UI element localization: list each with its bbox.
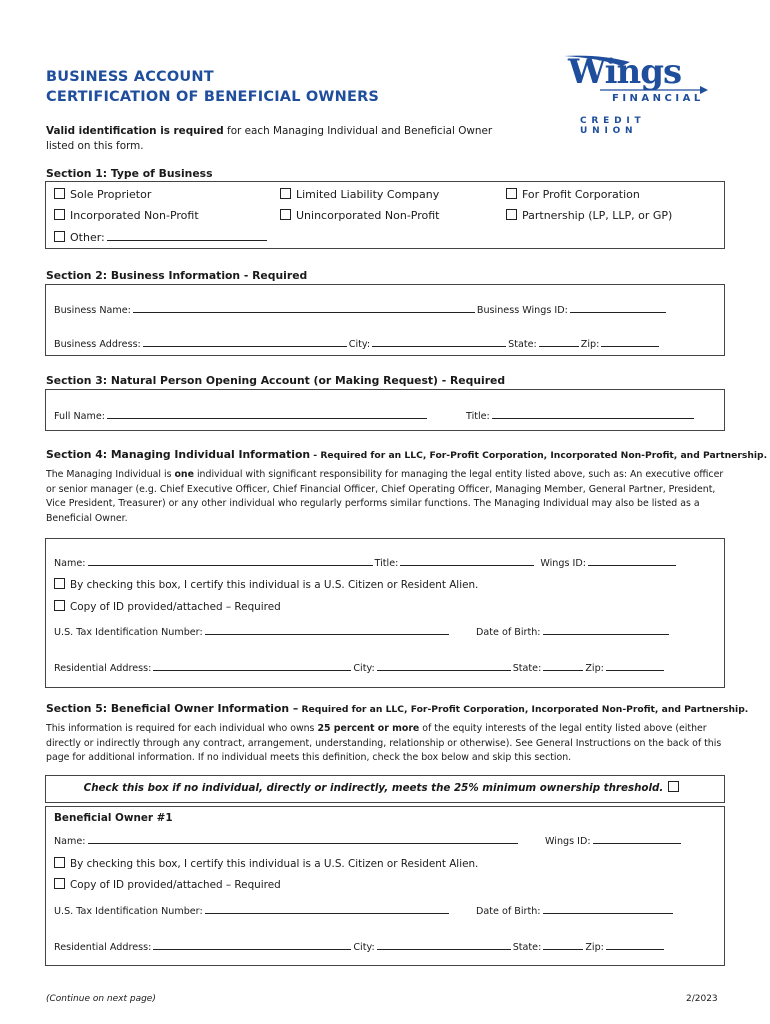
option-for-profit[interactable]: For Profit Corporation — [506, 188, 640, 201]
mi-city-field[interactable] — [377, 661, 511, 671]
form-date: 2/2023 — [686, 994, 718, 1004]
owner1-dob-field[interactable] — [543, 904, 673, 914]
business-name-field[interactable] — [133, 303, 475, 313]
section5-heading: Section 5: Beneficial Owner Information – Required for an LLC, For-Profit Corporation, Incorporated Non-Profit, and Partnership. — [46, 702, 749, 715]
business-wings-id-field[interactable] — [570, 303, 666, 313]
mi-tax-id-field[interactable] — [205, 625, 449, 635]
checkbox[interactable] — [54, 231, 65, 242]
owner1-wings-id-field[interactable] — [593, 834, 681, 844]
mi-name-row: Name: Title: Wings ID: — [54, 556, 678, 569]
mi-address-field[interactable] — [153, 661, 351, 671]
mi-copy-id-checkbox[interactable]: Copy of ID provided/attached – Required — [54, 600, 281, 613]
checkbox[interactable] — [506, 188, 517, 199]
intro-line-2: listed on this form. — [46, 140, 144, 152]
section5-description: This information is required for each individual who owns 25 percent or more of the equity interests of the legal entity listed above (either directly or indirectly through any contract, arrangement, understanding, relationship or otherwise). See General Instructions on the back of this page for additional information. If no individual meets this definition, check the box below and skip this section. — [46, 723, 722, 763]
option-other[interactable]: Other: — [54, 231, 269, 244]
mi-zip-field[interactable] — [606, 661, 664, 671]
owner1-citizen-checkbox[interactable]: By checking this box, I certify this individual is a U.S. Citizen or Resident Alien. — [54, 857, 478, 870]
title-row: Title: — [466, 409, 696, 422]
checkbox[interactable] — [280, 209, 291, 220]
owner1-state-field[interactable] — [543, 940, 583, 950]
mi-address-row: Residential Address: City: State: Zip: — [54, 661, 666, 674]
business-state-field[interactable] — [539, 337, 579, 347]
section4-heading: Section 4: Managing Individual Information - Required for an LLC, For-Profit Corporation, Incorporated Non-Profit, and Partnership. — [46, 448, 768, 461]
business-name-row: Business Name: Business Wings ID: — [54, 303, 668, 316]
title-line-1: BUSINESS ACCOUNT — [46, 69, 214, 85]
requester-title-field[interactable] — [492, 409, 694, 419]
option-llc[interactable]: Limited Liability Company — [280, 188, 439, 201]
checkbox[interactable] — [54, 209, 65, 220]
business-address-field[interactable] — [143, 337, 347, 347]
mi-tax-id-row: U.S. Tax Identification Number: — [54, 625, 451, 638]
mi-dob-field[interactable] — [543, 625, 669, 635]
owner1-zip-field[interactable] — [606, 940, 664, 950]
owner1-tax-id-row: U.S. Tax Identification Number: — [54, 904, 451, 917]
logo-credit-union: CREDIT UNION — [580, 116, 646, 136]
intro-rest: for each Managing Individual and Beneficial Owner — [223, 125, 493, 137]
section4-description: The Managing Individual is one individual with significant responsibility for managing the legal entity listed above, such as: An executive officer or senior manager (e.g. Chief Executive Officer, Chief Financial Officer, Chief Operating Officer, Managing Member, General Partner, President, Vice President, Treasurer) or any other individual who regularly performs similar functions. The Managing Individual may also be listed as a Beneficial Owner. — [46, 469, 724, 524]
owner1-tax-id-field[interactable] — [205, 904, 449, 914]
option-sole-proprietor[interactable]: Sole Proprietor — [54, 188, 151, 201]
section2-heading: Section 2: Business Information - Required — [46, 269, 308, 282]
mi-name-field[interactable] — [88, 556, 373, 566]
owner1-heading: Beneficial Owner #1 — [54, 812, 173, 824]
checkbox[interactable] — [668, 781, 679, 792]
logo-financial: FINANCIAL — [612, 93, 704, 104]
mi-wings-id-field[interactable] — [588, 556, 676, 566]
section3-heading: Section 3: Natural Person Opening Account (or Making Request) - Required — [46, 374, 506, 387]
mi-state-field[interactable] — [543, 661, 583, 671]
owner1-name-field[interactable] — [88, 834, 518, 844]
option-inc-non-profit[interactable]: Incorporated Non-Profit — [54, 209, 199, 222]
mi-citizen-checkbox[interactable]: By checking this box, I certify this individual is a U.S. Citizen or Resident Alien. — [54, 578, 478, 591]
threshold-checkbox[interactable]: Check this box if no individual, directly or indirectly, meets the 25% minimum ownership threshold. — [45, 781, 723, 794]
checkbox[interactable] — [506, 209, 517, 220]
checkbox[interactable] — [54, 578, 65, 589]
form-title — [46, 67, 379, 107]
checkbox[interactable] — [54, 600, 65, 611]
owner1-name-row: Name: — [54, 834, 520, 847]
owner1-address-row: Residential Address: City: State: Zip: — [54, 940, 666, 953]
business-address-row: Business Address: City: State: Zip: — [54, 337, 661, 350]
owner1-copy-id-checkbox[interactable]: Copy of ID provided/attached – Required — [54, 878, 281, 891]
owner1-wings-id-row: Wings ID: — [545, 834, 683, 847]
logo-wings: Wings — [568, 52, 682, 92]
checkbox[interactable] — [280, 188, 291, 199]
full-name-field[interactable] — [107, 409, 427, 419]
section1-heading: Section 1: Type of Business — [46, 167, 213, 180]
wings-logo — [560, 52, 710, 136]
checkbox[interactable] — [54, 188, 65, 199]
full-name-row: Full Name: — [54, 409, 429, 422]
option-partnership[interactable]: Partnership (LP, LLP, or GP) — [506, 209, 672, 222]
business-city-field[interactable] — [372, 337, 506, 347]
owner1-city-field[interactable] — [377, 940, 511, 950]
other-field[interactable] — [107, 231, 267, 241]
intro-bold: Valid identification is required — [46, 125, 224, 137]
checkbox[interactable] — [54, 878, 65, 889]
option-uninc-non-profit[interactable]: Unincorporated Non-Profit — [280, 209, 439, 222]
checkbox[interactable] — [54, 857, 65, 868]
business-zip-field[interactable] — [601, 337, 659, 347]
mi-title-field[interactable] — [400, 556, 534, 566]
owner1-dob-row: Date of Birth: — [476, 904, 675, 917]
intro-text — [46, 124, 492, 154]
title-line-2: CERTIFICATION OF BENEFICIAL OWNERS — [46, 89, 380, 105]
mi-dob-row: Date of Birth: — [476, 625, 671, 638]
continue-note: (Continue on next page) — [46, 994, 156, 1004]
owner1-address-field[interactable] — [153, 940, 351, 950]
